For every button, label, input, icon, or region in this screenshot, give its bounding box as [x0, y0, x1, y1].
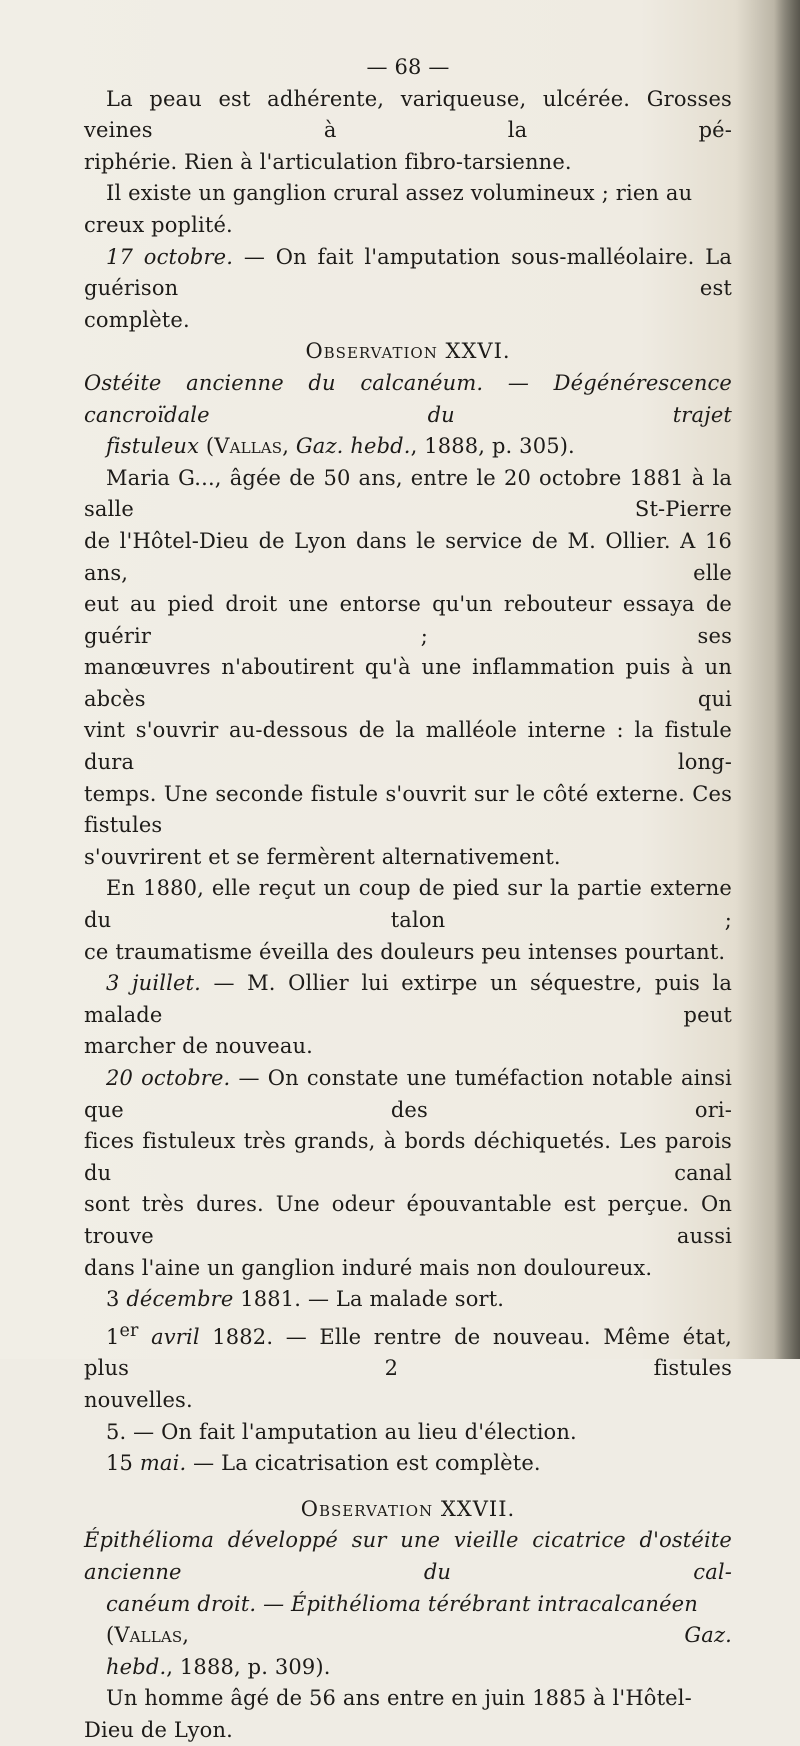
text-line: 5. — On fait l'amputation au lieu d'élection.: [106, 1419, 577, 1444]
text-line: ce traumatisme éveilla des douleurs peu intenses pourtant.: [84, 939, 726, 964]
text-line: dans l'aine un ganglion induré mais non douloureux.: [84, 1255, 653, 1280]
text-line: sont très dures. Une odeur épouvantable est perçue. On trouve aussi: [84, 1192, 732, 1248]
page-number: — 68 —: [366, 55, 450, 79]
observation-heading: Observation XXVI.: [305, 339, 511, 364]
journal: Gaz.: [684, 1623, 732, 1648]
text-line: manœuvres n'aboutirent qu'à une inflammation puis à un abcès qui: [84, 655, 732, 711]
text-line: s'ouvrirent et se fermèrent alternativement.: [84, 844, 561, 869]
observation-heading: Observation XXVII.: [300, 1496, 516, 1521]
date: décembre: [126, 1287, 234, 1312]
text-line: En 1880, elle reçut un coup de pied sur la partie externe du talon ;: [84, 876, 732, 933]
journal: Gaz. hebd.: [295, 434, 411, 459]
observation-title: Épithélioma développé sur une vieille cicatrice d'ostéite ancienne du cal-: [84, 1528, 732, 1584]
text-line: riphérie. Rien à l'articulation fibro-tarsienne.: [84, 149, 572, 174]
date: 17 octobre.: [106, 244, 234, 269]
text-line: temps. Une seconde fistule s'ouvrit sur le côté externe. Ces fistules: [84, 781, 732, 838]
observation-title: Ostéite ancienne du calcanéum. — Dégénérescence cancroïdale du trajet: [84, 370, 732, 427]
date: mai.: [139, 1451, 187, 1476]
date: 3 juillet.: [106, 971, 201, 996]
text-line: fices fistuleux très grands, à bords déchiquetés. Les parois du canal: [84, 1129, 732, 1185]
text-line: 20 octobre. — On constate une tuméfaction notable ainsi que des ori-: [84, 1066, 732, 1122]
text-line: La peau est adhérente, variqueuse, ulcérée. Grosses veines à la pé-: [84, 86, 732, 143]
page-edge-shadow: [774, 0, 800, 1359]
text-line: Maria G..., âgée de 50 ans, entre le 20 octobre 1881 à la salle St-Pierre: [84, 465, 732, 522]
text-line: nouvelles.: [84, 1387, 193, 1412]
observation-title: canéum droit. — Épithélioma térébrant intracalcanéen (Vallas, Gaz.: [106, 1591, 732, 1648]
date: avril: [138, 1324, 200, 1349]
text-line: Un homme âgé de 56 ans entre en juin 1885 à l'Hôtel-Dieu de Lyon.: [84, 1686, 692, 1742]
text-line: 3 décembre 1881. — La malade sort.: [106, 1287, 505, 1312]
spacer: [84, 1480, 732, 1494]
text-line: marcher de nouveau.: [84, 1034, 313, 1059]
observation-title: hebd., 1888, p. 309).: [106, 1654, 331, 1679]
author: Vallas: [114, 1623, 183, 1648]
author: Vallas: [214, 434, 283, 459]
text-line: de l'Hôtel-Dieu de Lyon dans le service de M. Ollier. A 16 ans, elle: [84, 528, 732, 585]
page-text: [84, 52, 732, 1746]
text-line: eut au pied droit une entorse qu'un rebouteur essaya de guérir ; ses: [84, 592, 732, 648]
text-line: 17 octobre. — On fait l'amputation sous-malléolaire. La guérison est: [84, 244, 733, 301]
text-line: vint s'ouvrir au-dessous de la malléole interne : la fistule dura long-: [84, 718, 732, 775]
text-line: 15 mai. — La cicatrisation est complète.: [106, 1451, 541, 1476]
journal: hebd.: [106, 1654, 167, 1679]
text-line: 3 juillet. — M. Ollier lui extirpe un séquestre, puis la malade peut: [84, 971, 733, 1027]
text-line: complète.: [84, 307, 190, 332]
date: 20 octobre.: [106, 1066, 231, 1090]
observation-title: fistuleux (Vallas, Gaz. hebd., 1888, p. 305).: [106, 434, 575, 459]
text-line: Il existe un ganglion crural assez volumineux ; rien au creux poplité.: [84, 181, 693, 237]
text-line: 1er avril 1882. — Elle rentre de nouveau. Même état, plus 2 fistules: [84, 1320, 732, 1381]
